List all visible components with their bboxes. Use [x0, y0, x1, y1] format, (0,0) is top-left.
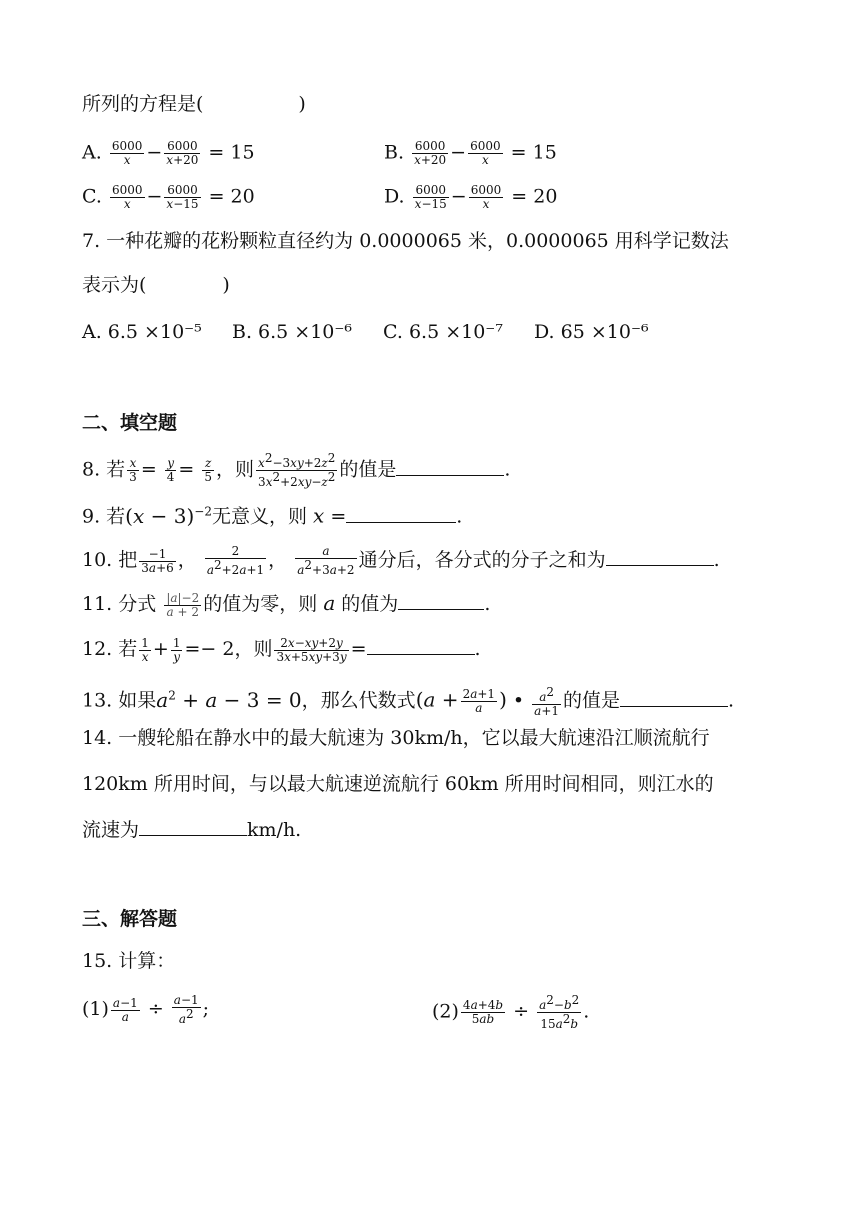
q15-part2: (2) $\frac{4a+4b}{5ab}$ ÷ $\frac{a^2-b^2}{15a^2b}$ .: [432, 993, 590, 1031]
q7-line1: 7. 一种花瓣的花粉颗粒直径约为 0.0000065 米，0.0000065 用科学记数法: [82, 230, 729, 252]
q10: 10. 把 $\frac{-1}{3a+6}$ ， $\frac{2}{a^2+2a+1}$ ， $\frac{a}{a^2+3a+2}$ 通分后，各分式的分子之和为 .: [82, 544, 720, 577]
answer-blank[interactable]: [139, 817, 247, 836]
answer-blank[interactable]: [367, 636, 475, 655]
option-label: D.: [384, 185, 405, 208]
q15-title: 15. 计算：: [82, 950, 176, 972]
q7-option-d[interactable]: D. 65 ×10⁻⁶: [534, 321, 649, 343]
q15-part1: (1) $\frac{a-1}{a}$ ÷ $\frac{a-1}{a^2}$ ;: [82, 993, 210, 1026]
q9: 9. 若$(x - 3)^{-2}$无意义，则 x = .: [82, 503, 463, 528]
section-heading-solve: 三、解答题: [82, 908, 178, 930]
q14-line2: 120km 所用时间，与以最大航速逆流航行 60km 所用时间相同，则江水的: [82, 773, 714, 795]
q7-line2: 表示为( ): [82, 274, 230, 296]
q13: 13. 如果$a^2 + a - 3 = 0$，那么代数式(a + $\frac{2a+1}{a}$ ) • $\frac{a^2}{a+1}$ 的值是 .: [82, 684, 735, 718]
answer-blank[interactable]: [346, 504, 456, 523]
q14-line3: 流速为 km/h.: [82, 819, 302, 841]
q6-option-d[interactable]: D. $\frac{6000}{x-15}$ − $\frac{6000}{x}$ = 20: [384, 183, 558, 211]
q6-stem-end: 所列的方程是( ): [82, 93, 306, 115]
q7-option-c[interactable]: C. 6.5 ×10⁻⁷: [383, 321, 503, 343]
answer-blank[interactable]: [620, 688, 728, 707]
option-label: C.: [82, 185, 102, 208]
q6-option-a[interactable]: A. $\frac{6000}{x}$ − $\frac{6000}{x+20}$ = 15: [82, 139, 255, 167]
q12: 12. 若 $\frac{1}{x}$ + $\frac{1}{y}$ =− 2，则 $\frac{2x-xy+2y}{3x+5xy+3y}$ = .: [82, 635, 481, 664]
q6-option-c[interactable]: C. $\frac{6000}{x}$ − $\frac{6000}{x-15}$ = 20: [82, 183, 255, 211]
q6-option-b[interactable]: B. $\frac{6000}{x+20}$ − $\frac{6000}{x}$ = 15: [384, 139, 557, 167]
q8: 8. 若 $\frac{x}{3}$ = $\frac{y}{4}$ = $\frac{z}{5}$ ，则 $\frac{x^2-3xy+2z^2}{3x^2+2xy-z^2}$ 的值是 .: [82, 451, 511, 489]
q14-line1: 14. 一艘轮船在静水中的最大航速为 30km/h，它以最大航速沿江顺流航行: [82, 727, 710, 749]
option-label: A.: [82, 141, 102, 164]
section-heading-fill-in: 二、填空题: [82, 412, 178, 434]
q11: 11. 分式 $\frac{|a|-2}{a + 2}$ 的值为零，则 a 的值为 .: [82, 590, 491, 619]
answer-blank[interactable]: [396, 457, 504, 476]
answer-blank[interactable]: [398, 591, 484, 610]
q7-option-a[interactable]: A. 6.5 ×10⁻⁵: [82, 321, 202, 343]
q7-option-b[interactable]: B. 6.5 ×10⁻⁶: [232, 321, 353, 343]
answer-blank[interactable]: [606, 547, 714, 566]
option-label: B.: [384, 141, 405, 164]
